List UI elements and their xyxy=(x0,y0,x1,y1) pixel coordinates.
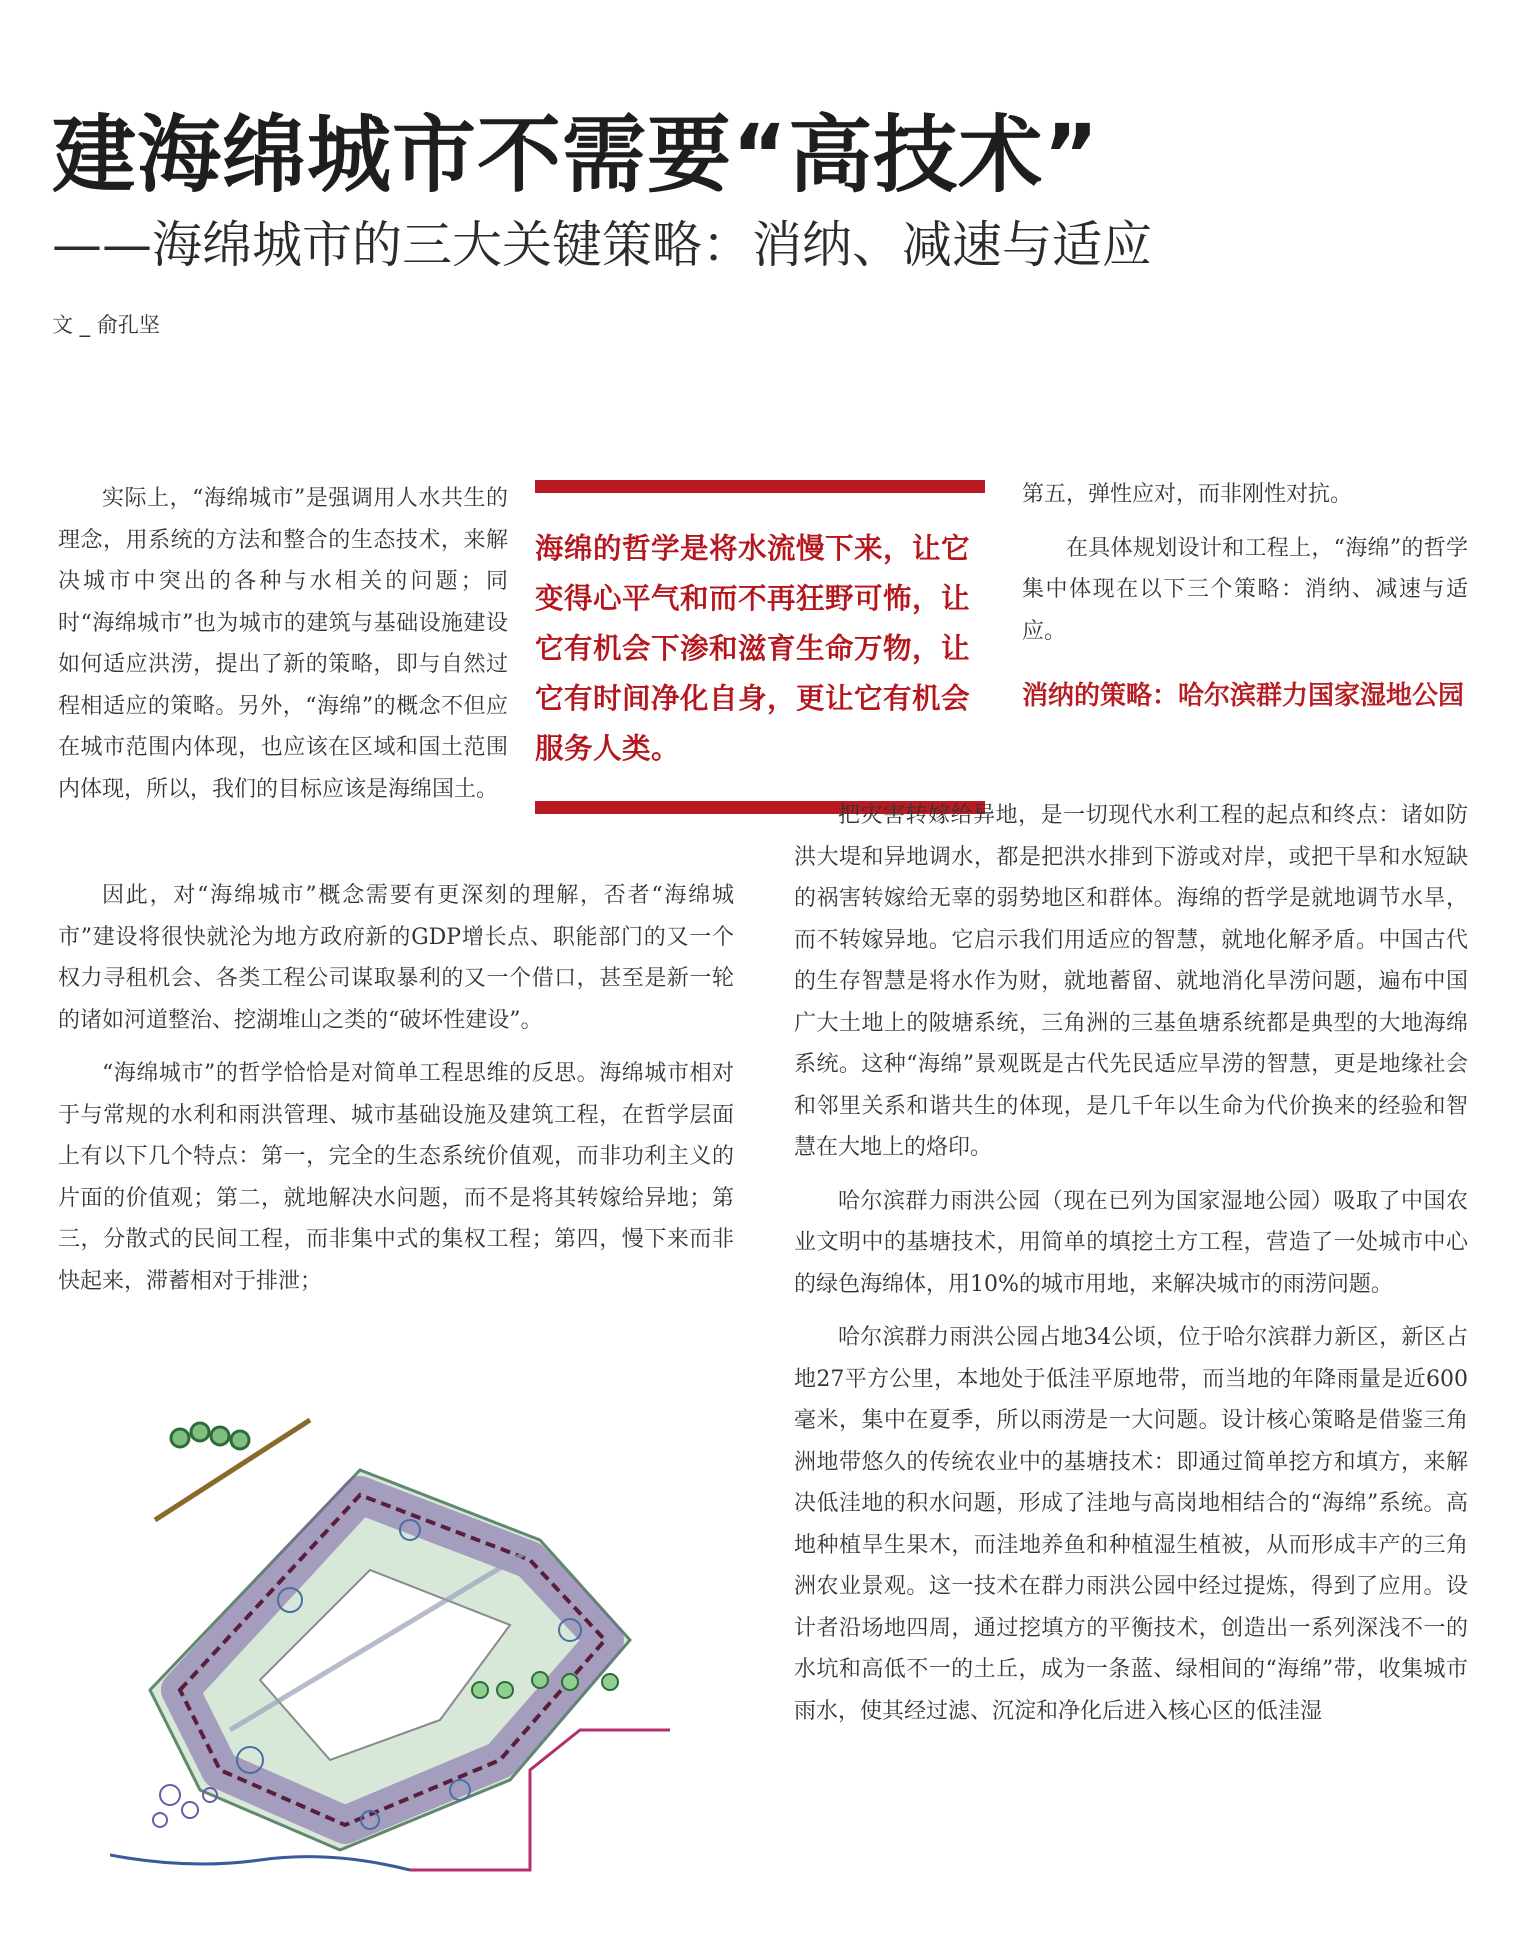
right-column-top xyxy=(1022,474,1468,729)
left-column-bottom xyxy=(58,875,734,1314)
pull-quote-text: 海绵的哲学是将水流慢下来，让它变得心平气和而不再狂野可怖，让它有机会下渗和滋育生命万物，让它有时间净化自身，更让它有机会服务人类。 xyxy=(535,531,971,765)
article-subtitle: ——海绵城市的三大关键策略：消纳、减速与适应 xyxy=(52,216,1152,274)
right-column-bottom xyxy=(794,795,1468,1744)
article-title: 建海绵城市不需要“高技术” xyxy=(52,106,1100,204)
byline: 文 _ 俞孔坚 xyxy=(52,313,160,337)
park-sketch-illustration xyxy=(110,1400,670,1920)
paragraph: “海绵城市”的哲学恰恰是对简单工程思维的反思。海绵城市相对于与常规的水利和雨洪管理、城市基础设施及建筑工程，在哲学层面上有以下几个特点：第一，完全的生态系统价值观，而非功利主义的片面的价值观；第二，就地解决水问题，而不是将其转嫁给异地；第三，分散式的民间工程，而非集中式的集权工程；第四，慢下来而非快起来，滞蓄相对于排泄； xyxy=(58,1061,734,1294)
left-column-top xyxy=(58,478,508,822)
paragraph: 哈尔滨群力雨洪公园占地34公顷，位于哈尔滨群力新区，新区占地27平方公里，本地处于低洼平原地带，而当地的年降雨量是近600毫米，集中在夏季，所以雨涝是一大问题。设计核心策略是借鉴三角洲地带悠久的传统农业中的基塘技术：即通过简单挖方和填方，来解决低洼地的积水问题，形成了洼地与高岗地相结合的“海绵”系统。高地种植旱生果木，而洼地养鱼和种植湿生植被，从而形成丰产的三角洲农业景观。这一技术在群力雨洪公园中经过提炼，得到了应用。设计者沿场地四周，通过挖填方的平衡技术，创造出一系列深浅不一的水坑和高低不一的土丘，成为一条蓝、绿相间的“海绵”带，收集城市雨水，使其经过滤、沉淀和净化后进入核心区的低洼湿 xyxy=(794,1325,1468,1724)
section-heading: 消纳的策略：哈尔滨群力国家湿地公园 xyxy=(1022,681,1465,711)
paragraph: 哈尔滨群力雨洪公园（现在已列为国家湿地公园）吸取了中国农业文明中的基塘技术，用简单的填挖土方工程，营造了一处城市中心的绿色海绵体，用10%的城市用地，来解决城市的雨涝问题。 xyxy=(794,1188,1468,1297)
pull-quote-top-bar xyxy=(535,480,985,493)
paragraph: 实际上，“海绵城市”是强调用人水共生的理念，用系统的方法和整合的生态技术，来解决城市中突出的各种与水相关的问题；同时“海绵城市”也为城市的建筑与基础设施建设如何适应洪涝，提出了新的策略，即与自然过程相适应的策略。另外，“海绵”的概念不但应在城市范围内体现，也应该在区域和国土范围内体现，所以，我们的目标应该是海绵国土。 xyxy=(58,486,508,802)
paragraph: 在具体规划设计和工程上，“海绵”的哲学集中体现在以下三个策略：消纳、减速与适应。 xyxy=(1022,535,1468,644)
paragraph: 把灾害转嫁给异地，是一切现代水利工程的起点和终点：诸如防洪大堤和异地调水，都是把洪水排到下游或对岸，或把干旱和水短缺的祸害转嫁给无辜的弱势地区和群体。海绵的哲学是就地调节水旱，而不转嫁异地。它启示我们用适应的智慧，就地化解矛盾。中国古代的生存智慧是将水作为财，就地蓄留、就地消化旱涝问题，遍布中国广大土地上的陂塘系统，三角洲的三基鱼塘系统都是典型的大地海绵系统。这种“海绵”景观既是古代先民适应旱涝的智慧，更是地缘社会和邻里关系和谐共生的体现，是几千年以生命为代价换来的经验和智慧在大地上的烙印。 xyxy=(794,803,1468,1160)
paragraph: 因此，对“海绵城市”概念需要有更深刻的理解，否者“海绵城市”建设将很快就沦为地方政府新的GDP增长点、职能部门的又一个权力寻租机会、各类工程公司谋取暴利的又一个借口，甚至是新一轮的诸如河道整治、挖湖堆山之类的“破坏性建设”。 xyxy=(58,883,734,1033)
pull-quote xyxy=(535,480,985,814)
paragraph: 第五，弹性应对，而非刚性对抗。 xyxy=(1022,482,1353,507)
